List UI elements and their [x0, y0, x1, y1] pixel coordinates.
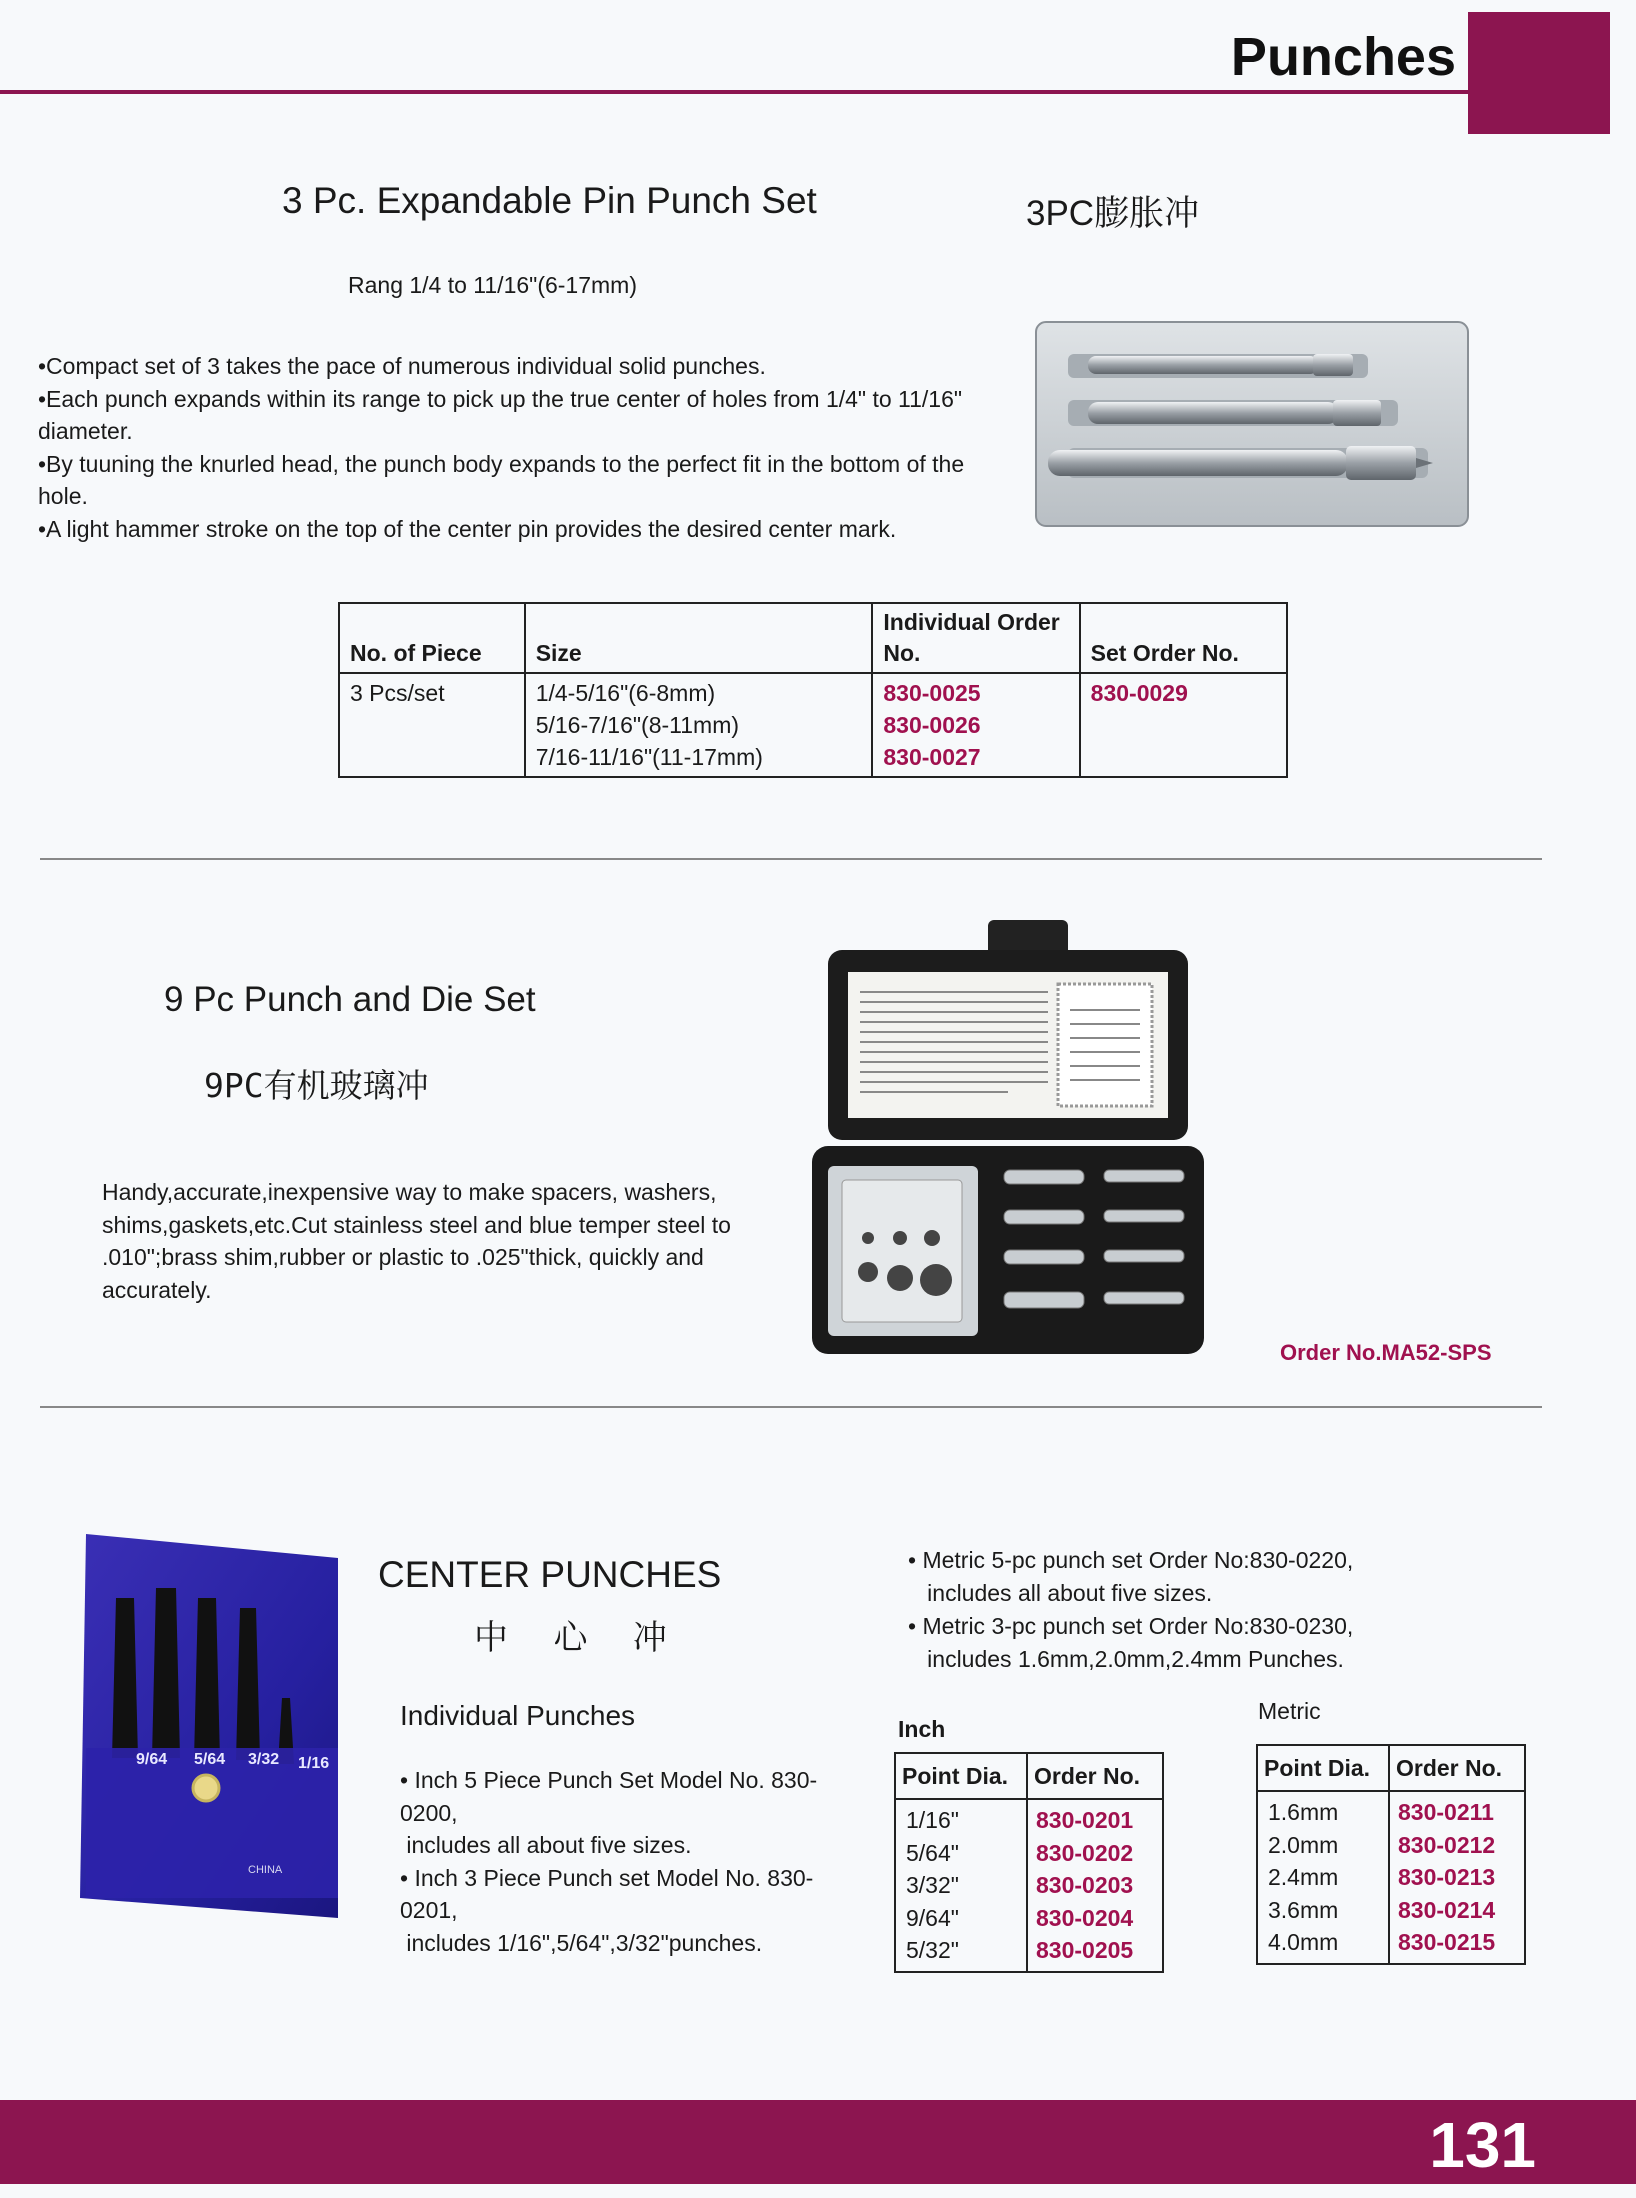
- point-dia-cell: 2.4mm: [1257, 1861, 1389, 1894]
- note-line: • Inch 5 Piece Punch Set Model No. 830-0200,: [400, 1767, 818, 1826]
- col-header-point-dia: Point Dia.: [1257, 1745, 1389, 1791]
- order-number: 830-0212: [1389, 1829, 1525, 1862]
- section2-title: 9 Pc Punch and Die Set: [164, 980, 536, 1019]
- section-divider: [40, 858, 1542, 860]
- table-row: [1257, 1926, 1525, 1964]
- header-rule: [0, 90, 1470, 94]
- table-row: [1257, 1894, 1525, 1927]
- pouch-label: 3/32: [248, 1751, 280, 1768]
- pouch-label: 9/64: [136, 1751, 168, 1768]
- col-header-point-dia: Point Dia.: [895, 1753, 1027, 1799]
- expandable-set-table: [338, 602, 1288, 778]
- col-header-order-no: Order No.: [1027, 1753, 1163, 1799]
- section1-range: Rang 1/4 to 11/16"(6-17mm): [348, 272, 637, 298]
- set-order-number: 830-0029: [1090, 680, 1188, 706]
- col-header-size: Size: [525, 603, 873, 673]
- header-color-block: [1468, 12, 1610, 134]
- note-line: includes all about five sizes.: [400, 1832, 692, 1858]
- section2-description: Handy,accurate,inexpensive way to make spacers, washers, shims,gaskets,etc.Cut stainless steel and blue temper steel to .010";brass shim,rubber or plastic to .025"thick, quickly and accurately.: [102, 1179, 731, 1303]
- col-header-set-order: [1080, 603, 1287, 673]
- section3-title: CENTER PUNCHES: [378, 1554, 722, 1595]
- metric-set-notes: [908, 1544, 1448, 1676]
- sizes-cell: [525, 673, 873, 777]
- order-number: 830-0027: [883, 744, 981, 770]
- pouch-label: 5/64: [194, 1751, 226, 1768]
- col-header-set-order-label: Set Order No.: [1090, 640, 1239, 666]
- order-number: 830-0214: [1389, 1894, 1525, 1927]
- table-row: [339, 673, 1287, 777]
- order-number: 830-0026: [883, 712, 981, 738]
- note-line: • Metric 3-pc punch set Order No:830-0230,: [908, 1613, 1354, 1639]
- individual-order-cell: [872, 673, 1079, 777]
- table-row: [1257, 1861, 1525, 1894]
- note-line: • Inch 3 Piece Punch set Model No. 830-0201,: [400, 1864, 814, 1923]
- col-header-order-no: Order No.: [1389, 1745, 1525, 1791]
- inch-punch-table: [894, 1752, 1164, 1973]
- pieces-cell: 3 Pcs/set: [339, 673, 525, 777]
- order-number: 830-0204: [1027, 1902, 1163, 1935]
- section1-title: 3 Pc. Expandable Pin Punch Set: [282, 180, 817, 221]
- table-row: [895, 1902, 1163, 1935]
- order-number: 830-0203: [1027, 1869, 1163, 1902]
- section1-bullets: [38, 350, 1018, 545]
- point-dia-cell: 3.6mm: [1257, 1894, 1389, 1927]
- metric-table-label: Metric: [1258, 1698, 1321, 1724]
- point-dia-cell: 1/16": [895, 1799, 1027, 1837]
- order-number: 830-0205: [1027, 1934, 1163, 1972]
- punch-die-set-photo: [808, 920, 1208, 1358]
- col-header-individual-order-label: Individual Order No.: [883, 609, 1060, 666]
- pouch-brand: CHINA: [248, 1864, 283, 1876]
- size-value: 1/4-5/16"(6-8mm): [535, 680, 716, 706]
- table-row: [895, 1837, 1163, 1870]
- page-title: Punches: [1230, 27, 1456, 87]
- inch-table-label: Inch: [898, 1716, 946, 1742]
- order-number: 830-0211: [1389, 1791, 1525, 1829]
- footer-bar: [0, 2100, 1636, 2184]
- section2-title-cn: 9PC有机玻璃冲: [204, 1066, 429, 1105]
- inch-set-notes: [400, 1764, 840, 1959]
- table-row: [1257, 1791, 1525, 1829]
- point-dia-cell: 3/32": [895, 1869, 1027, 1902]
- set-order-cell: [1080, 673, 1287, 777]
- point-dia-cell: 4.0mm: [1257, 1926, 1389, 1964]
- note-line: includes 1/16",5/64",3/32"punches.: [400, 1929, 763, 1956]
- section2-order-number: Order No.MA52-SPS: [1280, 1340, 1492, 1365]
- bullet: •Compact set of 3 takes the pace of numerous individual solid punches.: [38, 353, 766, 379]
- note-line: includes all about five sizes.: [908, 1580, 1213, 1606]
- note-line: includes 1.6mm,2.0mm,2.4mm Punches.: [908, 1646, 1344, 1672]
- order-number: 830-0025: [883, 680, 981, 706]
- expandable-punch-set-photo: [1028, 318, 1476, 530]
- table-row: [895, 1934, 1163, 1972]
- point-dia-cell: 5/64": [895, 1837, 1027, 1870]
- note-line: • Metric 5-pc punch set Order No:830-0220,: [908, 1547, 1354, 1573]
- pouch-label: 1/16: [298, 1755, 330, 1772]
- col-header-individual-order: [872, 603, 1079, 673]
- order-number: 830-0213: [1389, 1861, 1525, 1894]
- point-dia-cell: 9/64": [895, 1902, 1027, 1935]
- table-row: [895, 1799, 1163, 1837]
- size-value: 7/16-11/16"(11-17mm): [535, 744, 763, 770]
- point-dia-cell: 2.0mm: [1257, 1829, 1389, 1862]
- section3-title-cn: 中 心 冲: [474, 1619, 685, 1657]
- point-dia-cell: 5/32": [895, 1934, 1027, 1972]
- page-number: 131: [1429, 2109, 1536, 2181]
- table-row: [895, 1869, 1163, 1902]
- section1-title-cn: 3PC膨胀冲: [1026, 194, 1200, 233]
- metric-punch-table: [1256, 1744, 1526, 1965]
- section-divider: [40, 1406, 1542, 1408]
- bullet: •By tuuning the knurled head, the punch body expands to the perfect fit in the bottom of the hole.: [38, 450, 965, 509]
- point-dia-cell: 1.6mm: [1257, 1791, 1389, 1829]
- order-number: 830-0202: [1027, 1837, 1163, 1870]
- bullet: •Each punch expands within its range to pick up the true center of holes from 1/4" to 11/16" diameter.: [38, 385, 963, 444]
- size-value: 5/16-7/16"(8-11mm): [535, 712, 740, 738]
- order-number: 830-0215: [1389, 1926, 1525, 1964]
- order-number: 830-0201: [1027, 1799, 1163, 1837]
- col-header-pieces: No. of Piece: [339, 603, 525, 673]
- section3-subtitle: Individual Punches: [400, 1700, 636, 1731]
- center-punch-pouch-photo: [76, 1528, 338, 1918]
- bullet: •A light hammer stroke on the top of the center pin provides the desired center mark.: [38, 515, 897, 542]
- table-row: [1257, 1829, 1525, 1862]
